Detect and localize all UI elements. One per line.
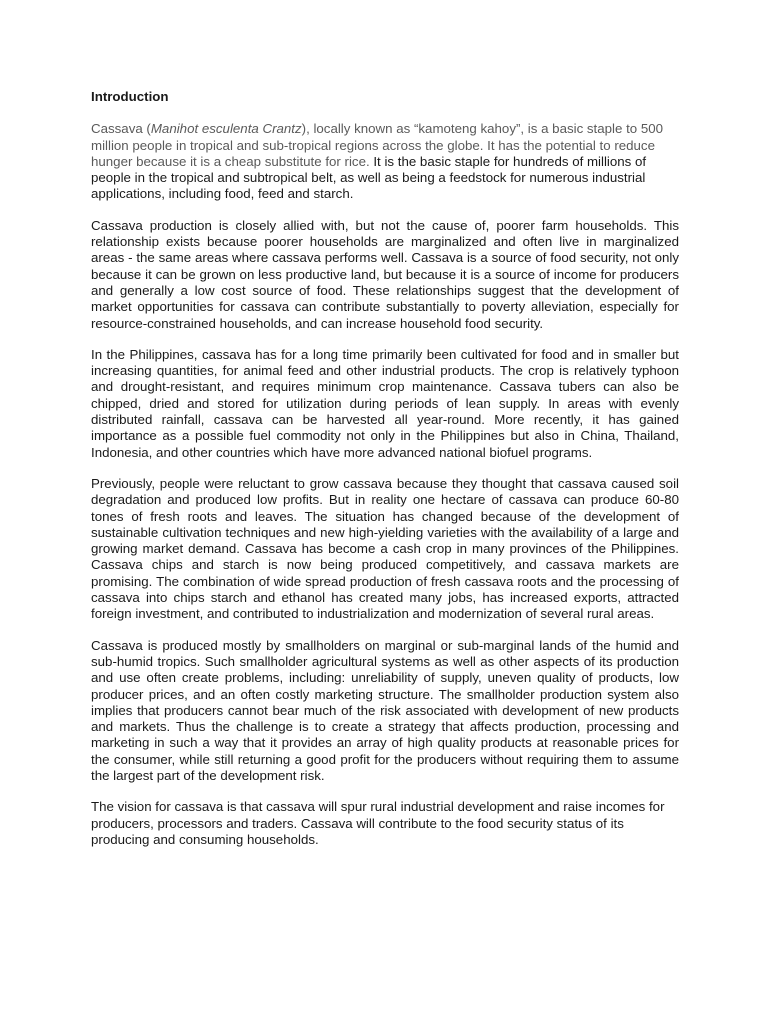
paragraph-1-part-a: Cassava ( (91, 121, 151, 137)
paragraph-1 (91, 121, 679, 202)
paragraph-4: Previously, people were reluctant to grow cassava because they thought that cassava caused soil degradation and produced low profits. But in reality one hectare of cassava can produce 60-80 tones of fresh roots and leaves. The situation has changed because of the development of sustainable cultivation techniques and new high-yielding varieties with the availability of a large and growing market demand. Cassava has become a cash crop in many provinces of the Philippines. Cassava chips and starch is now being produced competitively, and cassava markets are promising. The combination of wide spread production of fresh cassava roots and the processing of cassava into chips starch and ethanol has created many jobs, has increased exports, attracted foreign investment, and contributed to industrialization and modernization of several rural areas. (91, 475, 679, 622)
section-heading: Introduction (91, 89, 169, 104)
paragraph-5: Cassava is produced mostly by smallholders on marginal or sub-marginal lands of the humid and sub-humid tropics. Such smallholder agricultural systems as well as other aspects of its production and use often create problems, including: unreliability of supply, uneven quality of products, low producer prices, and an often costly marketing structure. The smallholder production system also implies that producers cannot bear much of the risk associated with development of new products and markets. Thus the challenge is to create a strategy that affects production, processing and marketing in such a way that it provides an array of high quality products at reasonable prices for the consumer, while still returning a good profit for the producers without requiring them to assume the largest part of the development risk. (91, 637, 679, 783)
paragraph-1-part-b: ), locally known as “kamoteng kahoy”, is a basic staple to 500 million people in tropical and sub-tropical regions across the globe. It has the potential to reduce hunger because it is a cheap substitute for rice. (91, 121, 664, 169)
paragraph-3: In the Philippines, cassava has for a long time primarily been cultivated for food and in smaller but increasing quantities, for animal feed and other industrial products. The crop is relatively typhoon and drought-resistant, and requires minimum crop maintenance. Cassava tubers can also be chipped, dried and stored for utilization during periods of lean supply. In areas with evenly distributed rainfall, cassava can be harvested all year-round. More recently, it has gained importance as a possible fuel commodity not only in the Philippines but also in China, Thailand, Indonesia, and other countries which have more advanced national biofuel programs. (91, 346, 679, 460)
document-page (91, 89, 679, 863)
paragraph-1-part-c: It is the basic staple for hundreds of millions of people in the tropical and subtropical belt, as well as being a feedstock for numerous industrial applications, including food, feed and starch. (91, 153, 647, 202)
paragraph-2: Cassava production is closely allied with, but not the cause of, poorer farm households. This relationship exists because poorer households are marginalized and often live in marginalized areas - the same areas where cassava performs well. Cassava is a source of food security, not only because it can be grown on less productive land, but because it is a source of income for producers and generally a low cost source of food. These relationships suggest that the development of market opportunities for cassava can contribute substantially to poverty alleviation, especially for resource-constrained households, and can increase household food security. (91, 217, 679, 331)
paragraph-6: The vision for cassava is that cassava will spur rural industrial development and raise incomes for producers, processors and traders. Cassava will contribute to the food security status of its producing and consuming households. (91, 799, 665, 847)
species-name: Manihot esculenta Crantz (150, 121, 302, 137)
